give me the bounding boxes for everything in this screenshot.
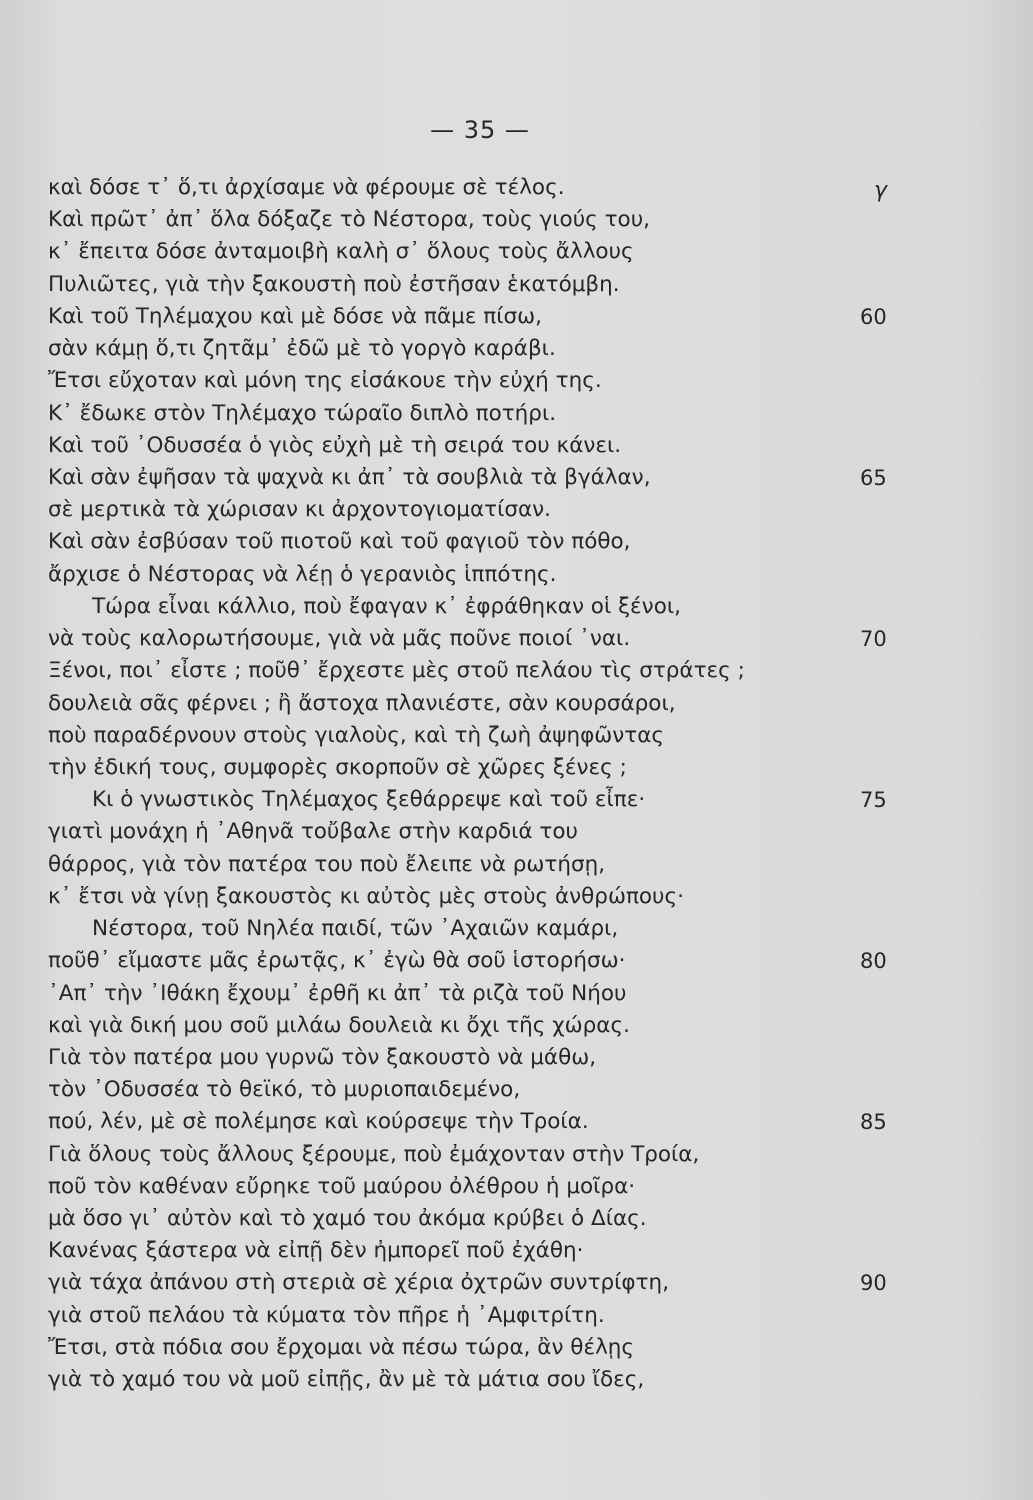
line-number: 60 bbox=[860, 304, 887, 329]
verse-line bbox=[0, 494, 1033, 526]
verse-line bbox=[0, 1139, 1033, 1171]
verse-line bbox=[0, 269, 1033, 301]
verse-line bbox=[0, 913, 1033, 945]
verse-line bbox=[0, 945, 1033, 977]
verse-text: τὴν ἐδική τους, συμφορὲς σκορποῦν σὲ χῶρες ξένες ; bbox=[48, 754, 627, 780]
line-number: 75 bbox=[860, 788, 887, 813]
line-number: 65 bbox=[860, 465, 887, 490]
verse-line bbox=[0, 623, 1033, 655]
verse-line bbox=[0, 301, 1033, 333]
verse-line bbox=[0, 1010, 1033, 1042]
verse-line bbox=[0, 688, 1033, 720]
verse-line bbox=[0, 559, 1033, 591]
line-number: 70 bbox=[860, 627, 887, 652]
verse-line bbox=[0, 1235, 1033, 1267]
verse-line bbox=[0, 204, 1033, 236]
verse-line bbox=[0, 655, 1033, 687]
verse-line bbox=[0, 172, 1033, 204]
verse-text: Ξένοι, ποι᾽ εἶστε ; ποῦθ᾽ ἔρχεστε μὲς στοῦ πελάου τὶς στράτες ; bbox=[48, 658, 745, 684]
verse-line bbox=[0, 784, 1033, 816]
verse-text: Καὶ πρῶτ᾽ ἀπ᾽ ὅλα δόξαζε τὸ Νέστορα, τοὺς γιούς του, bbox=[48, 207, 650, 233]
verse-text: γιὰ τὸ χαμό του νὰ μοῦ εἰπῇς, ἂν μὲ τὰ μάτια σου ἴδες, bbox=[48, 1367, 645, 1393]
verse-line bbox=[0, 1106, 1033, 1138]
verse-text: Καὶ τοῦ Τηλέμαχου καὶ μὲ δόσε νὰ πᾶμε πίσω, bbox=[48, 303, 542, 329]
verse-text: κ᾽ ἔτσι νὰ γίνῃ ξακουστὸς κι αὐτὸς μὲς στοὺς ἀνθρώπους· bbox=[48, 883, 684, 909]
verse-text: Γιὰ τὸν πατέρα μου γυρνῶ τὸν ξακουστὸ νὰ μάθω, bbox=[48, 1044, 597, 1070]
verse-line bbox=[0, 1267, 1033, 1299]
verse-line bbox=[0, 462, 1033, 494]
verse-line bbox=[0, 1332, 1033, 1364]
verse-text: Πυλιῶτες, γιὰ τὴν ξακουστὴ ποὺ ἐστῆσαν ἑκατόμβη. bbox=[48, 271, 620, 297]
verse-text: Καὶ τοῦ ᾽Οδυσσέα ὁ γιὸς εὐχὴ μὲ τὴ σειρά του κάνει. bbox=[48, 432, 622, 458]
verse-text: ᾽Απ᾽ τὴν ᾽Ιθάκη ἔχουμ᾽ ἐρθῆ κι ἀπ᾽ τὰ ριζὰ τοῦ Νήου bbox=[48, 980, 627, 1006]
verse-line bbox=[0, 816, 1033, 848]
verse-text: γιὰ τάχα ἀπάνου στὴ στεριὰ σὲ χέρια ὀχτρῶν συντρίφτη, bbox=[48, 1270, 670, 1296]
verse-line bbox=[0, 881, 1033, 913]
verse-text: Κανένας ξάστερα νὰ εἰπῇ δὲν ἠμπορεῖ ποῦ ἐχάθη· bbox=[48, 1238, 584, 1264]
verse-line bbox=[0, 365, 1033, 397]
verse-text: γιατὶ μονάχη ἡ ᾽Αθηνᾶ τοὔβαλε στὴν καρδιά του bbox=[48, 819, 578, 845]
verse-text: τὸν ᾽Οδυσσέα τὸ θεϊκό, τὸ μυριοπαιδεμένο, bbox=[48, 1077, 521, 1103]
verse-line bbox=[0, 236, 1033, 268]
verse-text: Νέστορα, τοῦ Νηλέα παιδί, τῶν ᾽Αχαιῶν καμάρι, bbox=[92, 916, 619, 942]
verse-text: Τώρα εἶναι κάλλιο, ποὺ ἔφαγαν κ᾽ ἐφράθηκαν οἱ ξένοι, bbox=[92, 593, 681, 619]
verse-line bbox=[0, 752, 1033, 784]
margin-mark: γ bbox=[874, 178, 888, 203]
verse-line bbox=[0, 720, 1033, 752]
verse-line bbox=[0, 333, 1033, 365]
verse-text: σὰν κάμῃ ὅ,τι ζητᾶμ᾽ ἐδῶ μὲ τὸ γοργὸ καράβι. bbox=[48, 336, 556, 362]
line-number: 85 bbox=[860, 1110, 887, 1135]
verse-text: μὰ ὅσο γι᾽ αὐτὸν καὶ τὸ χαμό του ἀκόμα κρύβει ὁ Δίας. bbox=[48, 1206, 647, 1232]
verse-text: Κι ὁ γνωστικὸς Τηλέμαχος ξεθάρρεψε καὶ τοῦ εἶπε· bbox=[92, 787, 646, 813]
verse-text: δουλειὰ σᾶς φέρνει ; ἢ ἄστοχα πλανιέστε, σὰν κουρσάροι, bbox=[48, 690, 676, 716]
line-number: 80 bbox=[860, 949, 887, 974]
verse-line bbox=[0, 849, 1033, 881]
verse-line bbox=[0, 398, 1033, 430]
page-number: — 35 — bbox=[430, 116, 530, 144]
verse-text: καὶ δόσε τ᾽ ὅ,τι ἀρχίσαμε νὰ φέρουμε σὲ τέλος. bbox=[48, 175, 565, 200]
verse-text: θάρρος, γιὰ τὸν πατέρα του ποὺ ἔλειπε νὰ ρωτήσῃ, bbox=[48, 851, 606, 877]
verse-line bbox=[0, 1203, 1033, 1235]
verse-line bbox=[0, 1300, 1033, 1332]
verse-text: Καὶ σὰν ἐσβύσαν τοῦ πιοτοῦ καὶ τοῦ φαγιοῦ τὸν πόθο, bbox=[48, 529, 631, 555]
verse-text: σὲ μερτικὰ τὰ χώρισαν κι ἀρχοντογιοματίσαν. bbox=[48, 497, 552, 523]
line-number: 90 bbox=[860, 1271, 887, 1296]
verse-line bbox=[0, 1042, 1033, 1074]
verse-line bbox=[0, 591, 1033, 623]
verse-line bbox=[0, 1074, 1033, 1106]
verse-text: Ἔτσι εὔχοταν καὶ μόνη της εἰσάκουε τὴν εὐχή της. bbox=[48, 368, 602, 394]
verse-text: καὶ γιὰ δική μου σοῦ μιλάω δουλειὰ κι ὄχι τῆς χώρας. bbox=[48, 1012, 630, 1038]
verse-line bbox=[0, 430, 1033, 462]
verse-text: πού, λέν, μὲ σὲ πολέμησε καὶ κούρσεψε τὴν Τροία. bbox=[48, 1109, 589, 1135]
verse-text: ποὺ παραδέρνουν στοὺς γιαλοὺς, καὶ τὴ ζωὴ ἀψηφῶντας bbox=[48, 722, 665, 748]
verse-text: νὰ τοὺς καλορωτήσουμε, γιὰ νὰ μᾶς ποῦνε ποιοί ᾽ναι. bbox=[48, 626, 631, 652]
verse-line bbox=[0, 1171, 1033, 1203]
verse-text: ποῦθ᾽ εἴμαστε μᾶς ἐρωτᾷς, κ᾽ ἐγὼ θὰ σοῦ ἱστορήσω· bbox=[48, 948, 626, 974]
verse-text: Κ᾽ ἔδωκε στὸν Τηλέμαχο τώραῖο διπλὸ ποτήρι. bbox=[48, 400, 557, 426]
verse-line bbox=[0, 978, 1033, 1010]
verse-text: Ἔτσι, στὰ πόδια σου ἔρχομαι νὰ πέσω τώρα, ἂν θέλῃς bbox=[48, 1334, 635, 1360]
verse-line bbox=[0, 526, 1033, 558]
verse-text: Γιὰ ὅλους τοὺς ἄλλους ξέρουμε, ποὺ ἐμάχονταν στὴν Τροία, bbox=[48, 1141, 700, 1167]
verse-text: ἄρχισε ὁ Νέστορας νὰ λέῃ ὁ γερανιὸς ἱππότης. bbox=[48, 561, 557, 587]
verse-line bbox=[0, 1364, 1033, 1396]
verse-text: κ᾽ ἔπειτα δόσε ἀνταμοιβὴ καλὴ σ᾽ ὅλους τοὺς ἄλλους bbox=[48, 239, 634, 265]
verse-text: ποῦ τὸν καθέναν εὔρηκε τοῦ μαύρου ὀλέθρου ἡ μοῖρα· bbox=[48, 1173, 636, 1199]
verse-text: Καὶ σὰν ἐψῆσαν τὰ ψαχνὰ κι ἀπ᾽ τὰ σουβλιὰ τὰ βγάλαν, bbox=[48, 464, 651, 490]
verse-text: γιὰ στοῦ πελάου τὰ κύματα τὸν πῆρε ἡ ᾽Αμφιτρίτη. bbox=[48, 1302, 605, 1328]
